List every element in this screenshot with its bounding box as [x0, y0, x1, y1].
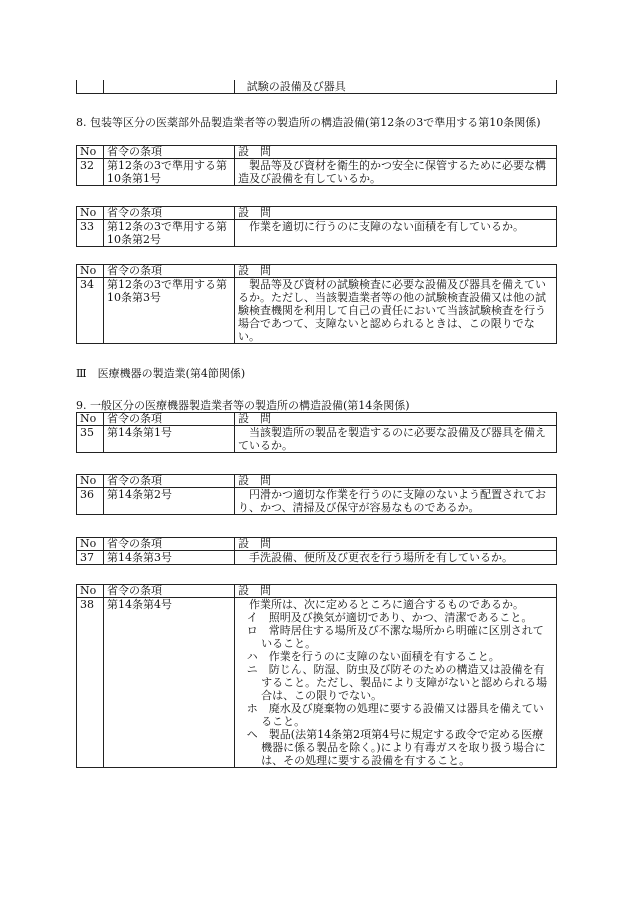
row-no: 36 — [77, 488, 104, 515]
continued-table — [76, 80, 557, 94]
question-table-33 — [76, 206, 557, 247]
header-article: 省令の条項 — [104, 475, 235, 488]
row-article: 第14条第4号 — [104, 598, 235, 768]
header-no: No — [77, 413, 104, 426]
question-table-38 — [76, 584, 557, 768]
row-article: 第12条の3で準用する第10条第2号 — [104, 220, 235, 247]
header-article: 省令の条項 — [104, 413, 235, 426]
header-no: No — [77, 207, 104, 220]
header-question: 設 問 — [235, 475, 557, 488]
header-no: No — [77, 146, 104, 159]
row-question — [235, 598, 557, 768]
header-question: 設 問 — [235, 585, 557, 598]
section8-heading: 8. 包装等区分の医薬部外品製造業者等の製造所の構造設備(第12条の3で準用する第10条関係) — [76, 116, 541, 129]
row-article: 第12条の3で準用する第10条第1号 — [104, 159, 235, 186]
continued-no-cell — [77, 80, 104, 94]
continued-text: 試験の設備及び器具 — [246, 80, 346, 93]
row38-item-ha: ハ 作業を行うのに支障のない面積を有すること。 — [246, 650, 500, 663]
row-article: 第14条第2号 — [104, 488, 235, 515]
question-table-35 — [76, 412, 557, 453]
row38-item-ni: ニ 防じん、防湿、防虫及び防そのための構造又は設備を有すること。ただし、製品により支障がないと認められる場合は、この限りでない。 — [246, 663, 548, 702]
question-table-34 — [76, 264, 557, 344]
row-no: 32 — [77, 159, 104, 186]
row-no: 38 — [77, 598, 104, 768]
header-article: 省令の条項 — [104, 585, 235, 598]
row-question: 当該製造所の製品を製造するのに必要な設備及び器具を備えているか。 — [235, 426, 557, 453]
header-article: 省令の条項 — [104, 207, 235, 220]
header-question: 設 問 — [235, 146, 557, 159]
row-no: 35 — [77, 426, 104, 453]
header-question: 設 問 — [235, 265, 557, 278]
continued-question-cell — [235, 80, 557, 94]
section3-heading: Ⅲ 医療機器の製造業(第4節関係) — [76, 367, 246, 380]
question-table-32 — [76, 145, 557, 186]
row-article: 第12条の3で準用する第10条第3号 — [104, 278, 235, 344]
row-no: 37 — [77, 551, 104, 565]
row38-item-i: イ 照明及び換気が適切であり、かつ、清潔であること。 — [246, 611, 533, 624]
row38-item-ro: ロ 常時居住する場所及び不潔な場所から明確に区別されていること。 — [246, 624, 544, 650]
row38-item-he: ヘ 製品(法第14条第2項第4号に規定する政令で定める医療機器に係る製品を除く。)により有毒ガスを取り扱う場合には、その処理に要する設備を有すること。 — [246, 728, 546, 767]
header-no: No — [77, 475, 104, 488]
header-article: 省令の条項 — [104, 146, 235, 159]
row-question: 作業を適切に行うのに支障のない面積を有しているか。 — [235, 220, 557, 247]
row-no: 34 — [77, 278, 104, 344]
row-no: 33 — [77, 220, 104, 247]
row-article: 第14条第3号 — [104, 551, 235, 565]
row38-intro: 作業所は、次に定めるところに適合するものであるか。 — [249, 598, 524, 611]
header-question: 設 問 — [235, 207, 557, 220]
continued-article-cell — [104, 80, 235, 94]
header-article: 省令の条項 — [104, 265, 235, 278]
row-question: 製品等及び資材を衛生的かつ安全に保管するために必要な構造及び設備を有しているか。 — [235, 159, 557, 186]
row-question: 製品等及び資材の試験検査に必要な設備及び器具を備えているか。ただし、当該製造業者等の他の試験検査設備又は他の試験検査機関を利用して自己の責任において当該試験検査を行う場合であつて、支障ないと認められるときは、この限りでない。 — [235, 278, 557, 344]
header-article: 省令の条項 — [104, 538, 235, 551]
header-no: No — [77, 265, 104, 278]
header-no: No — [77, 538, 104, 551]
header-question: 設 問 — [235, 413, 557, 426]
row-article: 第14条第1号 — [104, 426, 235, 453]
question-table-36 — [76, 474, 557, 515]
header-question: 設 問 — [235, 538, 557, 551]
row38-item-ho: ホ 廃水及び廃棄物の処理に要する設備又は器具を備えていること。 — [246, 702, 544, 728]
header-no: No — [77, 585, 104, 598]
row-question: 円滑かつ適切な作業を行うのに支障のないよう配置されており、かつ、清掃及び保守が容易なものであるか。 — [235, 488, 557, 515]
question-table-37 — [76, 537, 557, 565]
section9-heading: 9. 一般区分の医療機器製造業者等の製造所の構造設備(第14条関係) — [76, 399, 410, 412]
row-question: 手洗設備、便所及び更衣を行う場所を有しているか。 — [235, 551, 557, 565]
